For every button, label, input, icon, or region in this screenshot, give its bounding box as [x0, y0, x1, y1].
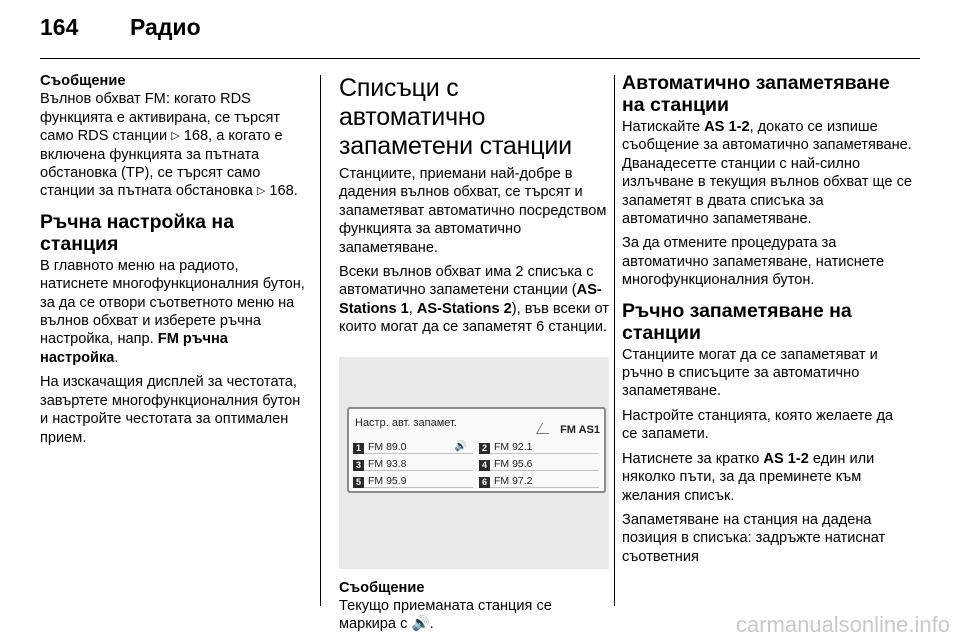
column-3	[622, 72, 912, 572]
preset-number: 5	[353, 477, 364, 488]
display-band: FM AS1	[560, 423, 600, 436]
heading-autostore-lists: Списъци с автоматично запаметени станции	[339, 74, 572, 160]
paragraph: На изскачащия дисплей за честотата, завъртете многофункционалния бутон и настройте честотата за оптимален прием.	[40, 374, 301, 446]
header-divider	[40, 58, 920, 59]
paragraph: Натискайте AS 1-2, докато се изпише съобщение за автоматично запаметяване. Дванадесетте станции с най-силно излъчване в текущия вълнов обхват ще се запаметят в двата списъка за автоматично запаметяване.	[622, 119, 912, 228]
column-divider-1	[320, 75, 321, 606]
preset-number: 4	[479, 460, 490, 471]
preset-cell: 1 FM 89.0 🔊	[353, 438, 473, 454]
paragraph: Всеки вълнов обхват има 2 списъка с автоматично запаметени станции (AS-Stations 1, AS-Stations 2), във всеки от които могат да се запаметят 6 станции.	[339, 264, 609, 336]
page-reference-link[interactable]: 168,	[183, 128, 213, 145]
column-2	[339, 72, 609, 634]
reference-arrow-icon: ▷	[171, 130, 180, 143]
watermark: carmanualsonline.info	[735, 612, 950, 637]
preset-number: 6	[479, 477, 490, 488]
paragraph: Настройте станцията, която желаете да се запамети.	[622, 407, 894, 443]
preset-number: 2	[479, 443, 490, 454]
heading-manual-store: Ръчно запаметяване на станции	[622, 299, 852, 344]
preset-cell: 2 FM 92.1	[479, 438, 599, 454]
radio-display-image	[339, 357, 609, 569]
preset-cell: 5 FM 95.9	[353, 472, 473, 488]
column-1	[40, 72, 310, 453]
paragraph: За да отмените процедурата за автоматично запаметяване, натиснете многофункционалния бутон.	[622, 235, 885, 289]
page-number: 164	[40, 14, 79, 40]
preset-number: 1	[353, 443, 364, 454]
radio-display	[347, 407, 606, 493]
paragraph: Запаметяване на станция на дадена позиция в списъка: задръжте натиснат съответния	[622, 511, 886, 565]
preset-cell: 6 FM 97.2	[479, 472, 599, 488]
preset-cell: 3 FM 93.8	[353, 455, 473, 471]
paragraph: Натиснете за кратко AS 1-2 един или няколко пъти, за да преминете към желания списък.	[622, 450, 875, 504]
page-reference-link[interactable]: 168.	[269, 183, 298, 200]
paragraph: Станциите, приемани най-добре в дадения вълнов обхват, се търсят и запаметяват автоматично посредством функцията за автоматично запаметяване.	[339, 166, 607, 256]
note: Съобщение Текущо приеманата станция се маркира с 🔊.	[339, 579, 609, 634]
column-divider-2	[614, 75, 615, 606]
paragraph: Станциите могат да се запаметяват и ръчно в списъците за автоматично запаметяване.	[622, 346, 878, 400]
paragraph: В главното меню на радиото, натиснете многофункционалния бутон, за да се отвори съответното меню на вълнов обхват и изберете ръчна настройка, напр. FM ръчна настройка.	[40, 257, 305, 366]
note-title: Съобщение	[339, 579, 425, 596]
heading-autostore: Автоматично запаметяване на станции	[622, 72, 890, 116]
preset-number: 3	[353, 460, 364, 471]
display-title: Настр. авт. запамет.	[355, 416, 457, 429]
speaker-icon: 🔊	[411, 616, 430, 633]
preset-cell: 4 FM 95.6	[479, 455, 599, 471]
note-text: Текущо приеманата станция се маркира с	[339, 598, 552, 633]
note-title: Съобщение	[40, 73, 126, 89]
note-text: Вълнов обхват FM: когато RDS функцията е активирана, се търсят само RDS станции ▷ 168, а когато е включена функцията за пътната обстановка (TP), се търсят само станции за пътната обстановка ▷ 168.	[40, 91, 298, 200]
section-title: Радио	[130, 14, 201, 40]
page-header	[40, 14, 920, 54]
display-tab-shape	[536, 423, 555, 434]
reference-arrow-icon: ▷	[256, 185, 266, 198]
heading-manual-tuning: Ръчна настройка на станция	[40, 210, 235, 255]
speaker-icon: 🔊	[454, 440, 467, 452]
